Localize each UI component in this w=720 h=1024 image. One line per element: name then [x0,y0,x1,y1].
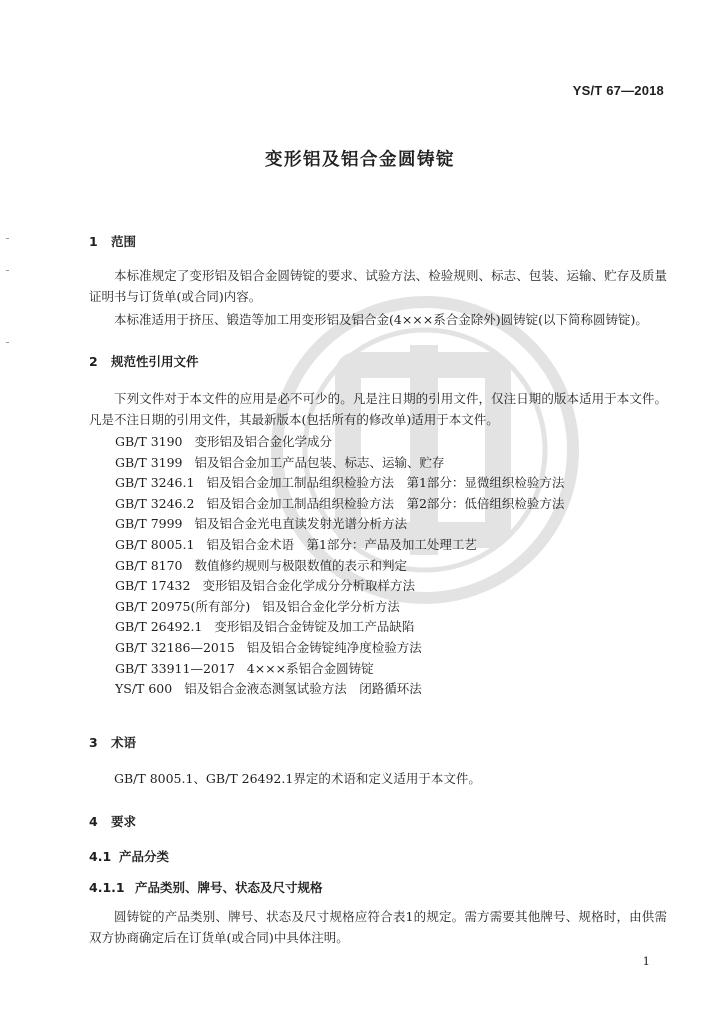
reference-code: GB/T 20975(所有部分) [115,598,251,614]
subsection-number: 4.1 [89,849,112,864]
subsection-title: 产品类别、牌号、状态及尺寸规格 [135,880,323,895]
reference-title: 变形铝及铝合金化学成分 [194,434,333,449]
document-title: 变形铝及铝合金圆铸锭 [265,150,455,170]
subsection-heading-specifications [89,878,323,896]
reference-code: GB/T 32186—2015 [115,639,235,655]
reference-title: 铝及铝合金化学分析方法 [262,598,400,614]
reference-title: 变形铝及铝合金铸锭及加工产品缺陷 [214,619,415,635]
margin-mark [6,238,9,239]
reference-code: GB/T 3246.2 [115,495,195,511]
reference-code: GB/T 3199 [115,454,183,470]
reference-code: GB/T 3190 [115,434,183,449]
section-title: 范围 [111,234,137,249]
reference-list [115,432,564,700]
reference-code: GB/T 8170 [115,557,183,573]
section-heading-scope [89,232,136,250]
reference-item [115,576,564,597]
reference-title: 铝及铝合金铸锭纯净度检验方法 [246,639,422,655]
reference-title: 变形铝及铝合金化学成分分析取样方法 [202,578,415,594]
section-title: 规范性引用文件 [111,354,199,369]
reference-item [115,494,564,515]
reference-title: 4×××系铝合金圆铸锭 [246,660,374,676]
reference-code: GB/T 33911—2017 [115,660,235,676]
reference-code: GB/T 3246.1 [115,475,195,491]
reference-title: 数值修约规则与极限数值的表示和判定 [194,557,408,573]
section-title: 术语 [111,735,137,750]
references-intro: 下列文件对于本文件的应用是必不可少的。凡是注日期的引用文件，仅注日期的版本适用于本文件。凡是不注日期的引用文件，其最新版本(包括所有的修改单)适用于本文件。 [89,391,667,427]
reference-title: 铝及铝合金术语 第1部分：产品及加工处理工艺 [206,536,477,552]
reference-title: 铝及铝合金加工产品包装、标志、运输、贮存 [194,454,445,470]
reference-item [115,514,564,535]
scope-paragraph-2: 本标准适用于挤压、锻造等加工用变形铝及铝合金(4×××系合金除外)圆铸锭(以下简称圆铸锭)。 [114,312,648,327]
reference-title: 铝及铝合金加工制品组织检验方法 第2部分：低倍组织检验方法 [206,495,565,511]
section-title: 要求 [111,814,137,829]
reference-item [115,659,564,680]
margin-mark [6,270,9,271]
reference-title: 铝及铝合金液态测氢试验方法 闭路循环法 [184,681,422,697]
scope-paragraph-1: 本标准规定了变形铝及铝合金圆铸锭的要求、试验方法、检验规则、标志、包装、运输、贮存及质量证明书与订货单(或合同)内容。 [89,268,667,304]
section-number: 2 [89,354,98,369]
reference-code: GB/T 8005.1 [115,536,195,552]
section-heading-normative-references [89,352,199,370]
reference-item [115,473,564,494]
section-number: 1 [89,234,98,249]
standard-code: YS/T 67—2018 [572,83,664,98]
section-number: 3 [89,735,98,750]
reference-item [115,432,564,453]
subsection-title: 产品分类 [119,849,170,864]
section-heading-terms [89,733,136,751]
reference-code: GB/T 17432 [115,578,191,594]
subsection-heading-product-classification [89,847,169,865]
reference-item [115,535,564,556]
section-heading-requirements [89,812,136,830]
specifications-paragraph: 圆铸锭的产品类别、牌号、状态及尺寸规格应符合表1的规定。需方需要其他牌号、规格时，由供需双方协商确定后在订货单(或合同)中具体注明。 [89,909,667,945]
reference-item [115,679,564,700]
reference-item [115,556,564,577]
reference-item [115,453,564,474]
subsection-number: 4.1.1 [89,880,125,895]
reference-item [115,617,564,638]
reference-title: 铝及铝合金加工制品组织检验方法 第1部分：显微组织检验方法 [206,475,565,491]
reference-item [115,638,564,659]
reference-code: GB/T 7999 [115,516,183,532]
section-number: 4 [89,814,98,829]
margin-mark [6,342,9,343]
reference-title: 铝及铝合金光电直读发射光谱分析方法 [194,516,408,532]
reference-code: YS/T 600 [115,681,173,697]
reference-code: GB/T 26492.1 [115,619,203,635]
reference-item [115,597,564,618]
page-number: 1 [642,954,650,968]
terms-paragraph: GB/T 8005.1、GB/T 26492.1界定的术语和定义适用于本文件。 [114,771,481,786]
